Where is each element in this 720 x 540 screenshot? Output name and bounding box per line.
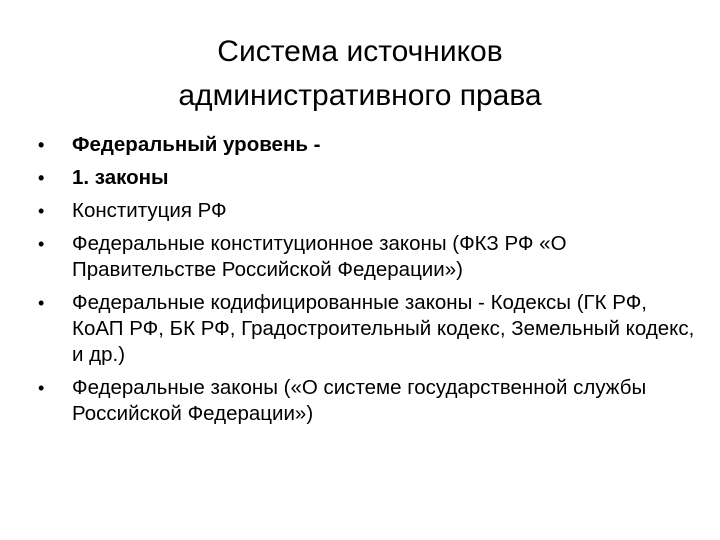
bullet-item-constitutional-laws: [36, 231, 696, 283]
bullet-text: Федеральные кодифицированные законы - Кодексы (ГК РФ, КоАП РФ, БК РФ, Градостроительный кодекс, Земельный кодекс, и др.): [72, 291, 695, 366]
bullet-dot-icon: •: [38, 201, 45, 221]
bullet-item-federal-laws: [36, 375, 696, 427]
bullet-dot-icon: •: [38, 378, 45, 398]
bullet-dot-icon: •: [38, 293, 45, 313]
bullet-text: Федеральные конституционное законы (ФКЗ РФ «О Правительстве Российской Федерации»): [72, 232, 567, 281]
bullet-item-federal-level: [36, 132, 696, 158]
slide-title: [36, 30, 684, 118]
bullet-item-laws: [36, 165, 696, 191]
bullet-text: 1. законы: [72, 166, 169, 189]
bullet-text: Федеральный уровень -: [72, 133, 321, 156]
bullet-item-constitution: [36, 198, 696, 224]
slide-title-line-2: административного права: [178, 79, 542, 112]
bullet-text: Федеральные законы («О системе государственной службы Российской Федерации»): [72, 376, 647, 425]
bullet-list: [36, 132, 696, 434]
bullet-item-codified-laws: [36, 290, 696, 368]
bullet-dot-icon: •: [38, 135, 45, 155]
slide-title-line-1: Система источников: [217, 35, 503, 68]
bullet-text: Конституция РФ: [72, 199, 227, 222]
bullet-dot-icon: •: [38, 168, 45, 188]
bullet-dot-icon: •: [38, 234, 45, 254]
